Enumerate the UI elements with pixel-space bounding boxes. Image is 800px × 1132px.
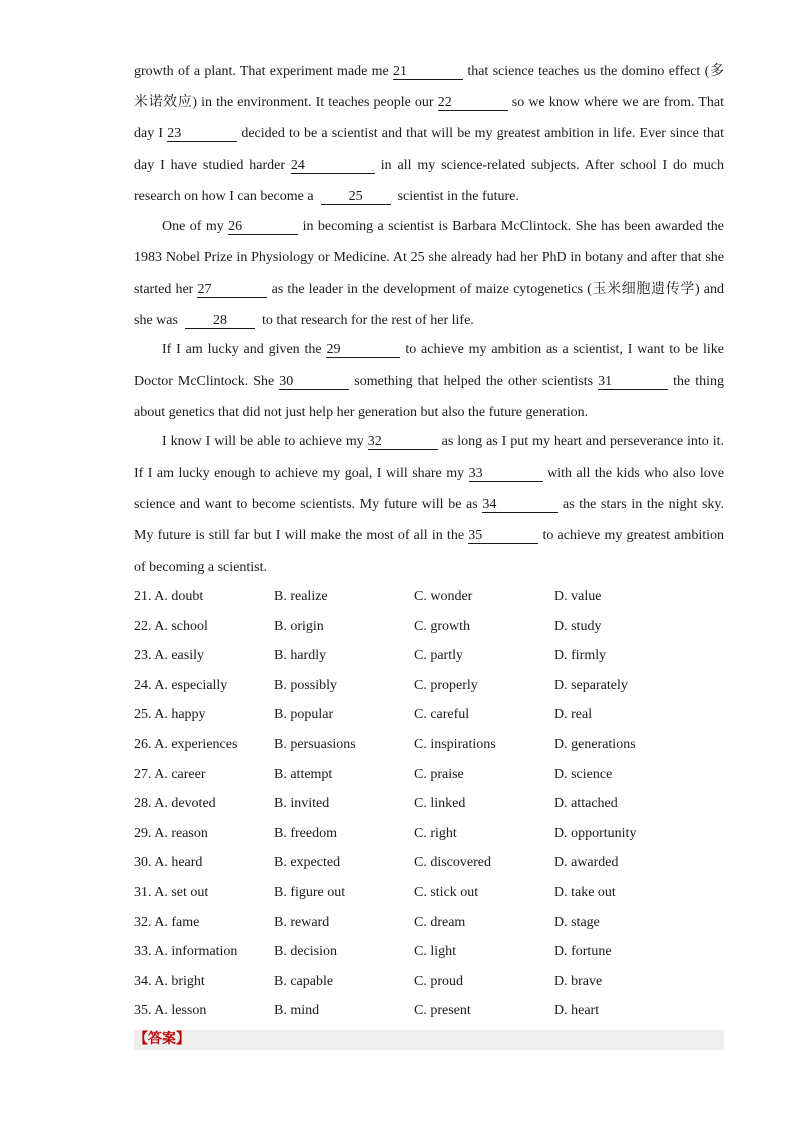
option-a: 26. A. experiences xyxy=(134,736,238,752)
line-text: My future is still far but I will make the most of all in the xyxy=(134,528,465,543)
blank-28: 28 xyxy=(185,314,255,329)
line-text: decided to be a scientist and that will be my greatest ambition in life. Ever since that xyxy=(241,126,725,141)
blank-29: 29 xyxy=(326,343,400,358)
option-a: 22. A. school xyxy=(134,618,208,634)
option-a: 25. A. happy xyxy=(134,707,206,723)
blank-35: 35 xyxy=(468,529,538,544)
option-d: D. heart xyxy=(554,1003,600,1019)
options-list xyxy=(134,588,734,1032)
blank-21: 21 xyxy=(393,65,463,80)
line-text: she was xyxy=(134,313,178,328)
line-text: to that research for the rest of her life. xyxy=(261,313,474,328)
blank-25: 25 xyxy=(321,190,391,205)
option-b: B. invited xyxy=(274,796,330,812)
option-row xyxy=(134,795,734,825)
option-b: B. capable xyxy=(274,973,334,989)
option-a: 34. A. bright xyxy=(134,973,205,989)
passage-line xyxy=(162,219,724,235)
option-a: 29. A. reason xyxy=(134,825,208,841)
line-text: as the stars in the night sky. xyxy=(563,497,725,512)
line-text: If I am lucky enough to achieve my goal, I will share my xyxy=(134,466,465,481)
option-d: D. brave xyxy=(554,973,603,989)
option-row xyxy=(134,914,734,944)
option-a: 30. A. heard xyxy=(134,855,203,871)
line-text: 米诺效应) in the environment. It teaches people our xyxy=(134,95,434,110)
passage-line xyxy=(134,95,724,111)
option-c: C. stick out xyxy=(414,884,479,900)
line-text: with all the kids who also love xyxy=(547,466,725,481)
option-b: B. freedom xyxy=(274,825,337,841)
option-row xyxy=(134,677,734,707)
option-a: 21. A. doubt xyxy=(134,589,204,604)
option-c: C. present xyxy=(414,1003,471,1019)
option-d: D. fortune xyxy=(554,944,612,960)
option-row xyxy=(134,647,734,677)
line-text: day I have studied harder xyxy=(134,158,285,173)
option-c: C. wonder xyxy=(414,589,473,604)
blank-31: 31 xyxy=(598,375,668,390)
option-b: B. persuasions xyxy=(274,736,356,752)
option-a: 23. A. easily xyxy=(134,648,204,664)
option-b: B. possibly xyxy=(274,677,338,693)
passage-line xyxy=(134,250,724,266)
option-d: D. separately xyxy=(554,677,628,693)
option-b: B. realize xyxy=(274,589,328,604)
option-c: C. light xyxy=(414,944,457,960)
answer-section xyxy=(134,1030,724,1050)
option-b: B. origin xyxy=(274,618,324,634)
option-c: C. right xyxy=(414,825,457,841)
option-b: B. mind xyxy=(274,1003,320,1019)
passage-line xyxy=(134,528,724,544)
passage-line xyxy=(134,374,724,390)
passage-line xyxy=(162,342,724,358)
option-d: D. opportunity xyxy=(554,825,637,841)
option-b: B. reward xyxy=(274,914,330,930)
passage-line xyxy=(134,405,724,421)
passage-line xyxy=(134,282,724,298)
passage-line xyxy=(134,497,724,513)
line-text: 1983 Nobel Prize in Physiology or Medicine. At 25 she already had her PhD in botany and after that she xyxy=(134,250,724,265)
option-b: B. hardly xyxy=(274,648,327,664)
option-row xyxy=(134,766,734,796)
blank-27: 27 xyxy=(197,283,267,298)
option-row xyxy=(134,884,734,914)
option-c: C. discovered xyxy=(414,855,491,871)
line-text: If I am lucky and given the xyxy=(162,342,322,357)
blank-23: 23 xyxy=(167,127,237,142)
passage-line xyxy=(134,466,724,482)
option-row xyxy=(134,618,734,648)
line-text: growth of a plant. That experiment made me xyxy=(134,64,389,79)
line-text: in becoming a scientist is Barbara McClintock. She has been awarded the xyxy=(302,219,724,234)
option-b: B. figure out xyxy=(274,884,346,900)
blank-22: 22 xyxy=(438,96,508,111)
option-row xyxy=(134,825,734,855)
line-text: the thing xyxy=(673,374,724,389)
option-a: 28. A. devoted xyxy=(134,796,216,812)
line-text: research on how I can become a xyxy=(134,189,314,204)
blank-34: 34 xyxy=(482,498,558,513)
line-text: something that helped the other scientists xyxy=(354,374,594,389)
option-c: C. praise xyxy=(414,766,464,782)
line-text: I know I will be able to achieve my xyxy=(162,434,364,449)
line-text: started her xyxy=(134,282,194,297)
passage-line xyxy=(134,313,724,329)
option-a: 33. A. information xyxy=(134,944,238,960)
passage-line xyxy=(134,64,724,80)
option-b: B. attempt xyxy=(274,766,333,782)
line-text: day I xyxy=(134,126,164,141)
option-c: C. careful xyxy=(414,707,470,723)
passage-line xyxy=(134,189,724,205)
option-a: 31. A. set out xyxy=(134,884,209,900)
option-row xyxy=(134,736,734,766)
blank-32: 32 xyxy=(368,435,438,450)
option-c: C. dream xyxy=(414,914,466,930)
option-b: B. decision xyxy=(274,944,337,960)
option-a: 27. A. career xyxy=(134,766,206,782)
option-d: D. take out xyxy=(554,884,616,900)
option-a: 32. A. fame xyxy=(134,914,200,930)
option-a: 35. A. lesson xyxy=(134,1003,207,1019)
line-text: as the leader in the development of maize cytogenetics (玉米细胞遗传学) and xyxy=(271,282,724,297)
line-text: science and want to become scientists. My future will be as xyxy=(134,497,478,512)
option-c: C. growth xyxy=(414,618,470,634)
blank-30: 30 xyxy=(279,375,349,390)
option-row xyxy=(134,854,734,884)
option-d: D. study xyxy=(554,618,602,634)
line-text: Doctor McClintock. She xyxy=(134,374,275,389)
option-row xyxy=(134,588,734,618)
option-d: D. value xyxy=(554,589,602,604)
option-d: D. awarded xyxy=(554,855,619,871)
option-d: D. generations xyxy=(554,736,636,752)
option-row xyxy=(134,973,734,1003)
option-c: C. partly xyxy=(414,648,463,664)
option-c: C. inspirations xyxy=(414,736,496,752)
option-row xyxy=(134,943,734,973)
option-d: D. firmly xyxy=(554,648,607,664)
option-d: D. real xyxy=(554,707,593,723)
passage-line xyxy=(134,560,724,576)
option-d: D. stage xyxy=(554,914,600,930)
option-b: B. popular xyxy=(274,707,334,723)
blank-33: 33 xyxy=(469,467,543,482)
line-text: to achieve my greatest ambition xyxy=(542,528,725,543)
blank-24: 24 xyxy=(291,159,375,174)
line-text: so we know where we are from. That xyxy=(511,95,725,110)
passage-line xyxy=(162,434,724,450)
line-text: as long as I put my heart and perseverance into it. xyxy=(441,434,724,449)
option-d: D. attached xyxy=(554,796,618,812)
option-row xyxy=(134,706,734,736)
line-text: One of my xyxy=(162,219,224,234)
passage-line xyxy=(134,158,724,174)
option-b: B. expected xyxy=(274,855,341,871)
line-text: about genetics that did not just help her generation but also the future generation. xyxy=(134,405,589,420)
line-text: of becoming a scientist. xyxy=(134,560,267,575)
option-a: 24. A. especially xyxy=(134,677,228,693)
passage-line xyxy=(134,126,724,142)
line-text: to achieve my ambition as a scientist, I want to be like xyxy=(405,342,725,357)
option-c: C. proud xyxy=(414,973,463,989)
line-text: scientist in the future. xyxy=(397,189,519,204)
blank-26: 26 xyxy=(228,220,298,235)
option-c: C. linked xyxy=(414,796,466,812)
option-c: C. properly xyxy=(414,677,478,693)
line-text: that science teaches us the domino effect (多 xyxy=(467,64,725,79)
option-row xyxy=(134,1002,734,1032)
option-d: D. science xyxy=(554,766,613,782)
line-text: in all my science-related subjects. After school I do much xyxy=(380,158,725,173)
answer-label: 【答案】 xyxy=(134,1032,190,1047)
